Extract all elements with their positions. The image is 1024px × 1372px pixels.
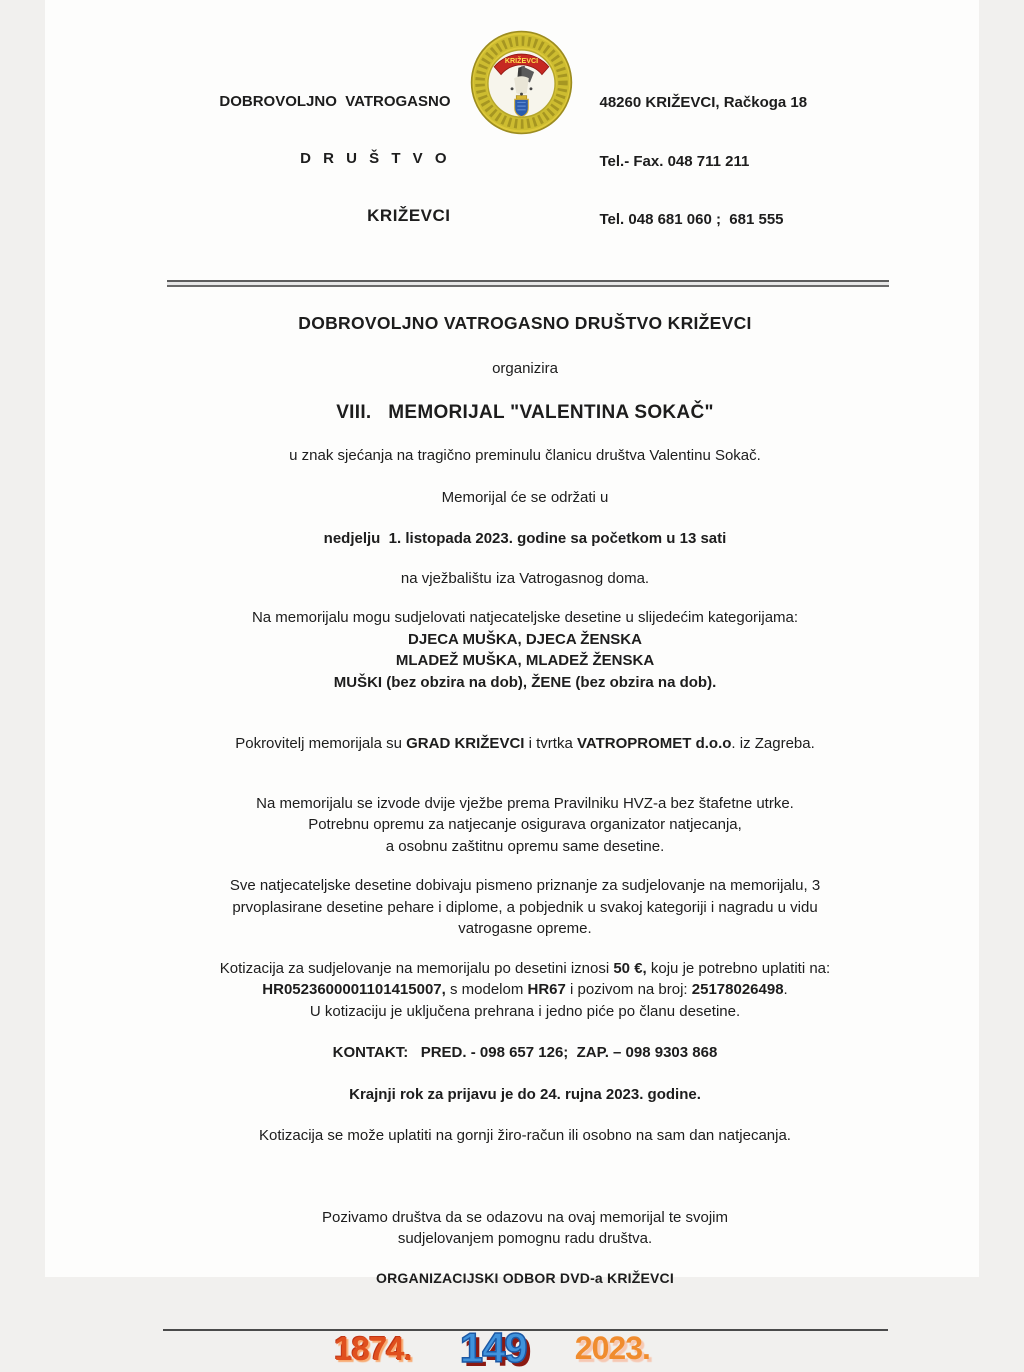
- fee-mid2: i pozivom na broj:: [565, 981, 692, 998]
- organizing-committee-line: ORGANIZACIJSKI ODBOR DVD-a KRIŽEVCI: [376, 1269, 674, 1286]
- fee-pre: Kotizacija za sudjelovanje na memorijalu po desetini iznosi: [219, 959, 614, 977]
- org-name-line3: KRIŽEVCI: [367, 206, 451, 225]
- fee-end: .: [783, 981, 788, 998]
- awards-line-3: vatrogasne opreme.: [458, 920, 592, 937]
- letterhead-org-block: [145, 30, 451, 263]
- awards-line-2: prvoplasirane desetine pehare i diplome, a pobjednik u svakoj kategoriji i nagradu u vidu: [232, 898, 818, 916]
- category-youth: MLADEŽ MUŠKA, MLADEŽ ŽENSKA: [395, 652, 655, 669]
- fee-line-1: [145, 958, 905, 980]
- emblem-ribbon-text: KRIŽEVCI: [504, 57, 538, 66]
- rules-line-1: Na memorijalu se izvode dvije vježbe prema Pravilniku HVZ-a bez štafetne utrke.: [256, 794, 794, 812]
- payment-note: Kotizacija se može uplatiti na gornji žiro-račun ili osobno na sam dan natjecanja.: [259, 1127, 791, 1144]
- contact-line: KONTAKT: PRED. - 098 657 126; ZAP. – 098 9303 868: [332, 1044, 718, 1061]
- rules-line-3: a osobnu zaštitnu opremu same desetine.: [385, 837, 665, 855]
- event-title: VIII. MEMORIJAL "VALENTINA SOKAČ": [336, 401, 714, 423]
- invitation-line-1: Pozivamo društva da se odazovu na ovaj memorijal te svojim: [321, 1208, 729, 1226]
- document-page: [45, 0, 979, 1371]
- year-current: 2023.: [574, 1330, 650, 1366]
- sponsor-city: GRAD KRIŽEVCI: [406, 735, 525, 752]
- fee-reference-number: 25178026498: [691, 981, 784, 998]
- org-tel: Tel. 048 681 060 ; 681 555: [599, 211, 784, 228]
- document-title: DOBROVOLJNO VATROGASNO DRUŠTVO KRIŽEVCI: [298, 312, 752, 333]
- letterhead: [145, 30, 905, 269]
- rules-line-2: Potrebnu opremu za natjecanje osigurava organizator natjecanja,: [308, 816, 742, 833]
- fee-post: koju je potrebno uplatiti na:: [646, 959, 831, 977]
- document-content: [145, 0, 905, 1372]
- venue-line: na vježbalištu iza Vatrogasnog doma.: [400, 569, 650, 587]
- deadline-line: Krajnji rok za prijavu je do 24. rujna 2023. godine.: [349, 1085, 701, 1103]
- category-adults: MUŠKI (bez obzira na dob), ŽENE (bez obzira na dob).: [333, 673, 717, 691]
- anniversary-number: 149: [459, 1324, 527, 1371]
- sponsor-company: VATROPROMET d.o.o: [576, 735, 732, 752]
- sponsor-post: . iz Zagreba.: [731, 735, 815, 752]
- held-line: Memorijal će se održati u: [441, 488, 609, 506]
- letterhead-contact-block: [592, 30, 906, 269]
- sponsor-mid: i tvrtka: [524, 735, 577, 752]
- header-divider: [167, 280, 889, 287]
- fee-model: HR67: [527, 981, 566, 998]
- categories-intro: Na memorijalu mogu sudjelovati natjecateljske desetine u slijedećim kategorijama:: [251, 609, 799, 626]
- sponsor-line: [145, 733, 905, 755]
- awards-line-1: Sve natjecateljske desetine dobivaju pismeno priznanje za sudjelovanje na memorijalu, 3: [229, 877, 821, 894]
- org-address: 48260 KRIŽEVCI, Račkoga 18: [599, 94, 808, 111]
- sponsor-pre: Pokrovitelj memorijala su: [235, 735, 407, 752]
- fire-department-emblem-icon: [469, 30, 574, 135]
- org-name-line2: D R U Š T V O: [300, 150, 451, 167]
- fee-line-3: U kotizaciju je uključena prehrana i jedno piće po članu desetine.: [309, 1002, 741, 1020]
- fee-mid1: s modelom: [445, 981, 528, 998]
- fee-iban: HR0523600001101415007,: [262, 981, 446, 998]
- year-founded: 1874.: [334, 1330, 412, 1367]
- category-children: DJECA MUŠKA, DJECA ŽENSKA: [408, 630, 642, 648]
- anniversary-years: [112, 1324, 872, 1372]
- fee-amount: 50 €,: [613, 959, 647, 977]
- event-date-line: nedjelju 1. listopada 2023. godine sa početkom u 13 sati: [323, 530, 727, 547]
- organizes-line: organizira: [492, 360, 558, 377]
- org-tel-fax: Tel.- Fax. 048 711 211: [599, 152, 750, 170]
- memorial-dedication-line: u znak sjećanja na tragično preminulu članicu društva Valentinu Sokač.: [289, 447, 761, 464]
- org-name-line1: DOBROVOLJNO VATROGASNO: [219, 93, 451, 110]
- invitation-line-2: sudjelovanjem pomognu radu društva.: [397, 1230, 653, 1247]
- fee-line-2: [145, 979, 905, 1001]
